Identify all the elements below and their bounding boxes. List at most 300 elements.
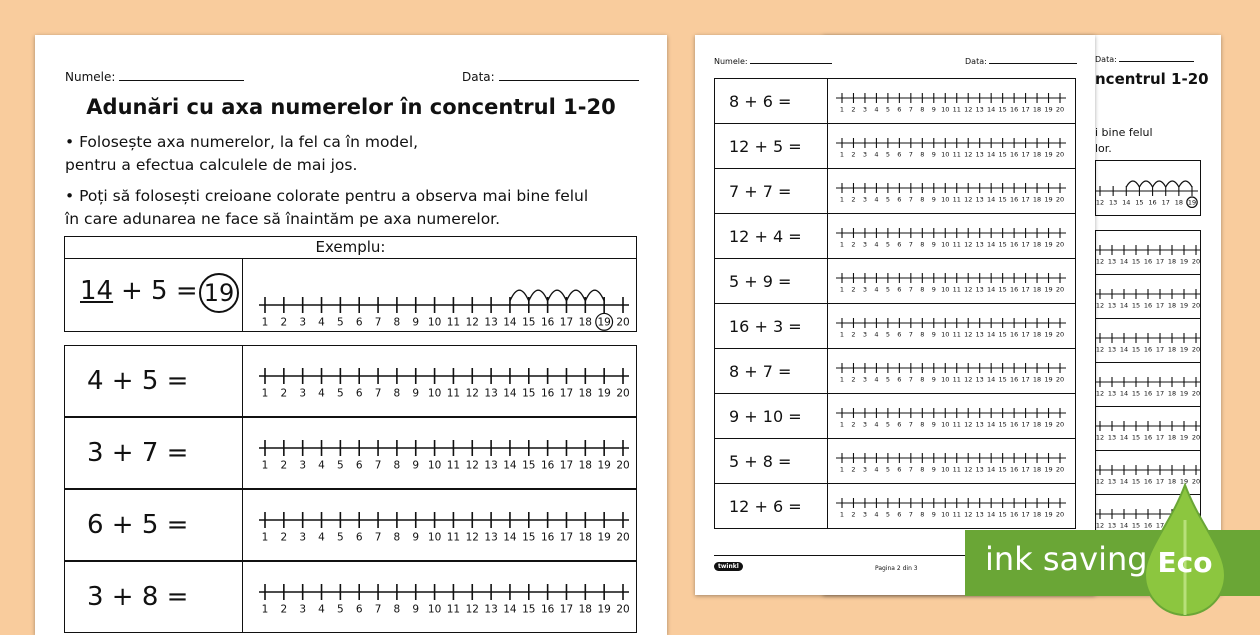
name-field [65, 70, 244, 84]
tick-label: 17 [559, 459, 574, 472]
tick-label: 17 [1021, 240, 1030, 249]
tick-label: 3 [299, 459, 307, 472]
tick-label: 17 [559, 316, 574, 329]
tick-label: 12 [964, 195, 973, 204]
tick-label: 15 [1131, 477, 1141, 486]
tick-label: 13 [1107, 389, 1117, 398]
tick-label: 20 [1055, 375, 1065, 384]
exercise-row [64, 417, 637, 489]
example-result-circle: 19 [199, 273, 239, 313]
exercise-row [1095, 230, 1201, 275]
tick-label: 17 [559, 531, 574, 544]
tick-label: 13 [975, 105, 984, 114]
tick-label: 4 [874, 510, 879, 519]
tick-label: 16 [1143, 521, 1153, 530]
tick-label: 11 [952, 465, 961, 474]
tick-label: 6 [897, 330, 902, 339]
tick-label: 14 [503, 459, 517, 472]
tick-label: 12 [1096, 198, 1105, 207]
tick-label: 20 [1055, 195, 1065, 204]
tick-label: 2 [851, 285, 856, 294]
tick-label: 18 [578, 387, 593, 400]
tick-label: 17 [1155, 389, 1165, 398]
tick-label: 7 [374, 603, 382, 616]
tick-label: 6 [897, 375, 902, 384]
tick-label: 16 [1143, 257, 1153, 266]
tick-label: 14 [1119, 345, 1129, 354]
tick-label: 13 [975, 150, 984, 159]
tick-label: 14 [1119, 433, 1129, 442]
tick-label: 19 [597, 387, 611, 400]
tick-label: 13 [1107, 301, 1117, 310]
tick-label: 6 [897, 420, 902, 429]
example-label: Exemplu: [65, 237, 636, 259]
tick-label: 9 [412, 531, 420, 544]
tick-label: 20 [1055, 240, 1065, 249]
exercise-equation: 16 + 3 = [715, 304, 828, 348]
tick-label: 4 [874, 105, 879, 114]
example-operation: + 5 = [121, 276, 198, 306]
tick-label: 19 [1179, 345, 1189, 354]
tick-label: 19 [1044, 195, 1053, 204]
tick-label: 1 [261, 603, 269, 616]
example-box [64, 236, 637, 332]
tick-label: 11 [952, 285, 961, 294]
jump-arc [1179, 181, 1192, 187]
tick-label: 20 [1191, 477, 1200, 486]
tick-label: 20 [616, 603, 630, 616]
tick-label: 19 [1179, 477, 1189, 486]
tick-label: 1 [261, 459, 269, 472]
tick-label: 20 [616, 531, 630, 544]
exercise-equation: 5 + 8 = [715, 439, 828, 483]
tick-label: 20 [616, 459, 630, 472]
tick-label: 2 [851, 465, 856, 474]
tick-label: 3 [299, 316, 307, 329]
tick-label: 6 [355, 603, 363, 616]
tick-label: 9 [412, 316, 420, 329]
tick-label: 8 [920, 465, 925, 474]
tick-label: 1 [261, 316, 269, 329]
tick-label: 7 [908, 420, 913, 429]
tick-label: 16 [1143, 389, 1153, 398]
tick-label: 20 [1055, 150, 1065, 159]
tick-label: 14 [987, 420, 996, 429]
tick-label: 12 [964, 105, 973, 114]
tick-label: 9 [931, 330, 936, 339]
tick-label: 14 [987, 375, 996, 384]
tick-label: 14 [987, 285, 996, 294]
tick-label: 1 [839, 150, 845, 159]
tick-label: 3 [862, 150, 868, 159]
tick-label: 5 [337, 531, 344, 544]
tick-label: 16 [1009, 375, 1019, 384]
tick-label: 19 [1044, 150, 1053, 159]
tick-label: 8 [393, 387, 401, 400]
tick-label: 10 [941, 240, 950, 249]
tick-label: 12 [465, 531, 479, 544]
tick-label: 2 [851, 195, 856, 204]
tick-label: 7 [374, 316, 382, 329]
tick-label: 2 [280, 531, 288, 544]
tick-label: 2 [280, 316, 288, 329]
tick-label: 3 [862, 420, 868, 429]
tick-label: 13 [975, 195, 984, 204]
tick-label: 15 [522, 603, 536, 616]
tick-label: 11 [446, 459, 461, 472]
number-line [828, 349, 1075, 393]
tick-label: 4 [318, 531, 325, 544]
instruction-line-3: • Poți să folosești creioane colorate pentru a observa mai bine felul [65, 187, 589, 205]
example-number-line [1096, 161, 1202, 217]
tick-label: 19 [1044, 330, 1053, 339]
tick-label: 17 [1021, 420, 1030, 429]
tick-label: 4 [874, 150, 879, 159]
example-box [1095, 160, 1201, 216]
tick-label: 9 [412, 603, 420, 616]
tick-label: 18 [1032, 465, 1042, 474]
exercise-row [714, 483, 1076, 529]
tick-label: 4 [874, 285, 879, 294]
tick-label: 3 [299, 603, 307, 616]
tick-label: 16 [540, 459, 555, 472]
tick-label: 9 [412, 459, 420, 472]
tick-label: 12 [964, 285, 973, 294]
tick-label: 19 [597, 531, 611, 544]
tick-label: 8 [920, 510, 925, 519]
tick-label: 8 [920, 240, 925, 249]
tick-label: 11 [446, 387, 461, 400]
tick-label: 8 [920, 330, 925, 339]
tick-label: 15 [998, 240, 1007, 249]
exercise-row [64, 345, 637, 417]
tick-label: 1 [839, 465, 845, 474]
tick-label: 18 [1174, 198, 1183, 207]
number-line [828, 79, 1075, 123]
number-line [1096, 275, 1200, 318]
tick-label: 6 [897, 465, 902, 474]
tick-label: 20 [616, 316, 630, 329]
twinkl-logo: twinkl [714, 562, 743, 571]
name-label: Numele: [714, 57, 748, 66]
tick-label: 7 [908, 375, 913, 384]
tick-label: 9 [931, 510, 936, 519]
tick-label: 15 [1131, 345, 1141, 354]
tick-label: 14 [987, 105, 996, 114]
exercise-row [714, 123, 1076, 169]
tick-label: 15 [998, 105, 1007, 114]
tick-label: 18 [578, 316, 593, 329]
tick-label: 18 [1032, 150, 1042, 159]
tick-label: 14 [1119, 389, 1129, 398]
tick-label: 20 [1055, 105, 1065, 114]
exercise-equation: 8 + 6 = [715, 79, 828, 123]
number-line [1096, 319, 1200, 362]
tick-label: 16 [1009, 240, 1019, 249]
tick-label: 14 [503, 387, 517, 400]
example-equation [65, 259, 243, 331]
tick-label: 15 [1135, 198, 1144, 207]
date-line [499, 71, 639, 81]
tick-label: 12 [964, 465, 973, 474]
tick-label: 16 [540, 531, 555, 544]
ink-saving-label: ink saving [985, 540, 1148, 578]
tick-label: 16 [1143, 301, 1153, 310]
tick-label: 10 [427, 531, 442, 544]
tick-label: 12 [1096, 521, 1105, 530]
tick-label: 14 [1119, 477, 1129, 486]
jump-arc [566, 290, 585, 301]
number-line [1096, 407, 1200, 450]
number-line [828, 484, 1075, 528]
tick-label: 13 [975, 285, 984, 294]
tick-label: 10 [427, 387, 442, 400]
tick-label: 18 [1167, 477, 1177, 486]
tick-label: 11 [952, 150, 961, 159]
date-field [1095, 55, 1194, 64]
exercise-row [714, 393, 1076, 439]
tick-label: 1 [261, 387, 269, 400]
tick-label: 13 [975, 330, 984, 339]
tick-label: 6 [897, 150, 902, 159]
date-field [965, 57, 1077, 66]
exercise-row [714, 213, 1076, 259]
tick-label: 1 [839, 285, 845, 294]
tick-label: 18 [1032, 510, 1042, 519]
tick-label: 1 [839, 375, 845, 384]
tick-label: 1 [839, 510, 845, 519]
tick-label: 6 [355, 459, 363, 472]
tick-label: 15 [1131, 389, 1141, 398]
tick-label: 8 [920, 420, 925, 429]
tick-label: 17 [559, 603, 574, 616]
tick-label: 5 [885, 510, 890, 519]
date-line [989, 58, 1077, 64]
tick-label: 8 [920, 150, 925, 159]
tick-label: 8 [920, 375, 925, 384]
tick-label: 19 [1044, 240, 1053, 249]
name-line [750, 58, 832, 64]
tick-label: 9 [931, 420, 936, 429]
tick-label: 13 [975, 420, 984, 429]
exercise-row [64, 561, 637, 633]
worksheet-page-2 [695, 35, 1095, 595]
tick-label: 17 [1155, 521, 1165, 530]
tick-label: 16 [1148, 198, 1157, 207]
tick-label: 13 [975, 465, 984, 474]
page-title-fragment: ncentrul 1-20 [1095, 70, 1209, 88]
tick-label: 6 [355, 387, 363, 400]
tick-label: 18 [1032, 375, 1042, 384]
tick-label: 9 [412, 387, 420, 400]
tick-label: 16 [1009, 195, 1019, 204]
tick-label: 20 [1055, 465, 1065, 474]
tick-label: 12 [465, 459, 479, 472]
date-field [462, 70, 639, 84]
tick-label: 17 [1021, 195, 1030, 204]
tick-label: 20 [616, 387, 630, 400]
exercise-row [1095, 274, 1201, 319]
tick-label: 13 [484, 603, 498, 616]
tick-label: 5 [885, 285, 890, 294]
tick-label: 8 [393, 459, 401, 472]
date-label: Data: [462, 70, 495, 84]
tick-label: 9 [931, 240, 936, 249]
tick-label: 6 [897, 240, 902, 249]
tick-label: 17 [1155, 433, 1165, 442]
tick-label: 6 [897, 195, 902, 204]
tick-label: 4 [318, 459, 325, 472]
number-line [828, 259, 1075, 303]
tick-label: 10 [941, 150, 950, 159]
tick-label: 3 [862, 510, 868, 519]
tick-label: 17 [1155, 345, 1165, 354]
tick-label: 16 [1009, 510, 1019, 519]
tick-label: 15 [998, 285, 1007, 294]
tick-label: 5 [885, 420, 890, 429]
page-title: Adunări cu axa numerelor în concentrul 1-20 [86, 95, 616, 119]
tick-label: 11 [952, 330, 961, 339]
tick-label: 6 [897, 285, 902, 294]
tick-label: 18 [1167, 345, 1177, 354]
tick-label: 20 [1055, 330, 1065, 339]
tick-label: 4 [874, 195, 879, 204]
tick-label: 19 [1187, 198, 1197, 207]
instruction-line-2: pentru a efectua calculele de mai jos. [65, 156, 358, 174]
name-label: Numele: [65, 70, 116, 84]
instruction-fragment-2: lor. [1095, 142, 1112, 155]
tick-label: 15 [1131, 257, 1141, 266]
tick-label: 20 [1191, 301, 1200, 310]
number-line [828, 439, 1075, 483]
date-line [1119, 56, 1194, 62]
tick-label: 3 [299, 531, 307, 544]
tick-label: 4 [318, 316, 325, 329]
tick-label: 7 [908, 150, 913, 159]
tick-label: 19 [1044, 465, 1053, 474]
tick-label: 8 [393, 603, 401, 616]
tick-label: 6 [355, 531, 363, 544]
jump-arc [510, 290, 529, 301]
tick-label: 14 [1119, 257, 1129, 266]
tick-label: 16 [540, 387, 555, 400]
tick-label: 18 [1032, 105, 1042, 114]
tick-label: 11 [952, 510, 961, 519]
tick-label: 18 [1032, 420, 1042, 429]
tick-label: 3 [862, 375, 868, 384]
tick-label: 4 [874, 375, 879, 384]
name-field [714, 57, 832, 66]
tick-label: 3 [862, 105, 868, 114]
tick-label: 3 [862, 240, 868, 249]
tick-label: 4 [874, 420, 879, 429]
tick-label: 5 [885, 465, 890, 474]
tick-label: 16 [540, 316, 555, 329]
tick-label: 16 [1143, 345, 1153, 354]
tick-label: 5 [337, 603, 344, 616]
tick-label: 18 [1167, 301, 1177, 310]
tick-label: 19 [1044, 375, 1053, 384]
tick-label: 12 [964, 150, 973, 159]
tick-label: 9 [931, 195, 936, 204]
tick-label: 17 [1021, 465, 1030, 474]
tick-label: 2 [280, 603, 288, 616]
instruction-line-4: în care adunarea ne face să înaintăm pe axa numerelor. [65, 210, 501, 228]
eco-label: Eco [1157, 546, 1213, 579]
exercise-row [64, 489, 637, 561]
tick-label: 15 [998, 465, 1007, 474]
exercise-row [714, 168, 1076, 214]
jump-arc [529, 290, 548, 301]
tick-label: 7 [908, 105, 913, 114]
number-line [243, 490, 636, 560]
tick-label: 2 [851, 420, 856, 429]
tick-label: 7 [374, 459, 382, 472]
tick-label: 18 [1032, 330, 1042, 339]
tick-label: 13 [1107, 477, 1117, 486]
tick-label: 17 [1155, 301, 1165, 310]
tick-label: 20 [1191, 257, 1200, 266]
tick-label: 17 [1161, 198, 1170, 207]
tick-label: 14 [987, 330, 996, 339]
tick-label: 13 [975, 510, 984, 519]
tick-label: 12 [1096, 301, 1105, 310]
exercise-row [714, 258, 1076, 304]
tick-label: 18 [1167, 257, 1177, 266]
tick-label: 16 [1009, 285, 1019, 294]
tick-label: 1 [839, 240, 845, 249]
tick-label: 15 [522, 459, 536, 472]
tick-label: 13 [1107, 257, 1117, 266]
tick-label: 2 [280, 387, 288, 400]
number-line [828, 214, 1075, 258]
tick-label: 15 [998, 195, 1007, 204]
tick-label: 10 [427, 459, 442, 472]
tick-label: 4 [318, 603, 325, 616]
tick-label: 15 [1131, 301, 1141, 310]
tick-label: 12 [1096, 433, 1105, 442]
tick-label: 16 [1143, 433, 1153, 442]
tick-label: 18 [1032, 240, 1042, 249]
tick-label: 17 [1021, 150, 1030, 159]
tick-label: 17 [559, 387, 574, 400]
example-number-line [243, 259, 636, 331]
tick-label: 19 [1044, 420, 1053, 429]
tick-label: 19 [1179, 257, 1189, 266]
tick-label: 13 [1107, 345, 1117, 354]
number-line [243, 562, 636, 632]
tick-label: 1 [261, 531, 269, 544]
tick-label: 13 [484, 387, 498, 400]
tick-label: 4 [874, 465, 879, 474]
tick-label: 18 [1032, 285, 1042, 294]
tick-label: 16 [1143, 477, 1153, 486]
exercise-equation: 9 + 10 = [715, 394, 828, 438]
tick-label: 12 [964, 420, 973, 429]
tick-label: 19 [597, 603, 611, 616]
tick-label: 14 [987, 150, 996, 159]
tick-label: 6 [897, 510, 902, 519]
tick-label: 12 [465, 316, 479, 329]
tick-label: 20 [1191, 345, 1200, 354]
name-line [119, 71, 244, 81]
tick-label: 14 [1119, 521, 1129, 530]
tick-label: 15 [1131, 521, 1141, 530]
tick-label: 4 [318, 387, 325, 400]
number-line [243, 418, 636, 488]
jump-arc [548, 290, 567, 301]
worksheet-page-1 [35, 35, 667, 635]
